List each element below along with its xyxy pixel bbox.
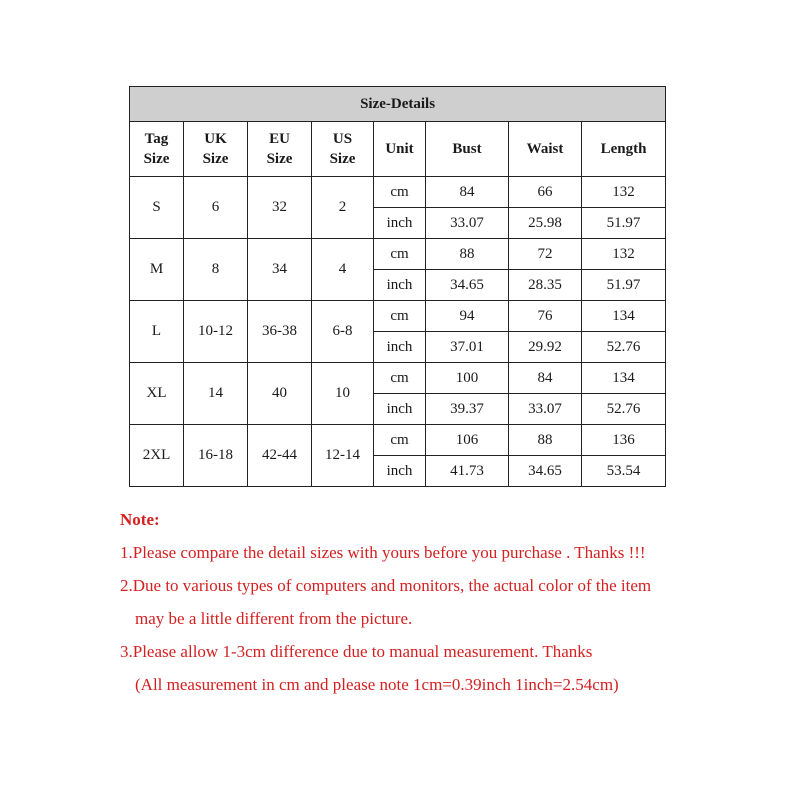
cell-inch-waist: 34.65 <box>509 456 582 487</box>
cell-inch-waist: 25.98 <box>509 208 582 239</box>
cell-inch-bust: 37.01 <box>426 332 509 363</box>
header-text: Waist <box>526 141 564 157</box>
cell-inch-length: 51.97 <box>582 208 666 239</box>
cell-uk: 10-12 <box>184 301 248 363</box>
cell-cm-length: 132 <box>582 177 666 208</box>
cell-cm-bust: 100 <box>426 363 509 394</box>
cell-cm-length: 132 <box>582 239 666 270</box>
cell-uk: 8 <box>184 239 248 301</box>
cell-cm-length: 136 <box>582 425 666 456</box>
header-text: Size <box>266 151 293 167</box>
cell-inch-bust: 39.37 <box>426 394 509 425</box>
cell-eu: 36-38 <box>248 301 312 363</box>
cell-cm-unit: cm <box>374 425 426 456</box>
cell-us: 12-14 <box>312 425 374 487</box>
cell-cm-waist: 66 <box>509 177 582 208</box>
cell-inch-waist: 33.07 <box>509 394 582 425</box>
header-length <box>582 122 666 177</box>
cell-inch-unit: inch <box>374 456 426 487</box>
cell-cm-unit: cm <box>374 239 426 270</box>
cell-cm-waist: 84 <box>509 363 582 394</box>
table-row <box>130 301 666 332</box>
table-row <box>130 363 666 394</box>
cell-inch-waist: 28.35 <box>509 270 582 301</box>
cell-eu: 34 <box>248 239 312 301</box>
header-row <box>130 122 666 177</box>
cell-eu: 42-44 <box>248 425 312 487</box>
header-text: Tag <box>144 131 169 147</box>
cell-eu: 40 <box>248 363 312 425</box>
cell-us: 10 <box>312 363 374 425</box>
header-text: Unit <box>385 141 414 157</box>
cell-tag: L <box>130 301 184 363</box>
header-text: Size <box>329 151 356 167</box>
note-title: Note: <box>120 510 160 529</box>
note-line-2: 2.Due to various types of computers and monitors, the actual color of the item <box>120 576 652 595</box>
header-eu-size <box>248 122 312 177</box>
note-line-3-continued: (All measurement in cm and please note 1cm=0.39inch 1inch=2.54cm) <box>135 675 619 694</box>
cell-cm-length: 134 <box>582 363 666 394</box>
cell-cm-waist: 88 <box>509 425 582 456</box>
header-uk-size <box>184 122 248 177</box>
cell-uk: 16-18 <box>184 425 248 487</box>
cell-cm-unit: cm <box>374 177 426 208</box>
table-row <box>130 239 666 270</box>
cell-inch-length: 51.97 <box>582 270 666 301</box>
header-text: Bust <box>452 141 482 157</box>
cell-inch-unit: inch <box>374 394 426 425</box>
cell-eu: 32 <box>248 177 312 239</box>
header-bust <box>426 122 509 177</box>
cell-inch-bust: 41.73 <box>426 456 509 487</box>
header-text: Size <box>202 151 229 167</box>
header-text: US <box>332 131 353 147</box>
note-line-1: 1.Please compare the detail sizes with yours before you purchase . Thanks !!! <box>120 543 646 562</box>
cell-inch-length: 52.76 <box>582 332 666 363</box>
header-waist <box>509 122 582 177</box>
header-us-size <box>312 122 374 177</box>
cell-cm-bust: 84 <box>426 177 509 208</box>
header-text: UK <box>204 131 227 147</box>
cell-inch-unit: inch <box>374 332 426 363</box>
cell-inch-unit: inch <box>374 270 426 301</box>
cell-inch-bust: 34.65 <box>426 270 509 301</box>
cell-inch-unit: inch <box>374 208 426 239</box>
size-details-table <box>129 86 666 487</box>
table-title: Size-Details <box>130 87 666 122</box>
notes-section <box>120 503 770 701</box>
table-row <box>130 177 666 208</box>
cell-cm-length: 134 <box>582 301 666 332</box>
cell-cm-bust: 106 <box>426 425 509 456</box>
header-unit <box>374 122 426 177</box>
header-text: Size <box>143 151 170 167</box>
cell-us: 2 <box>312 177 374 239</box>
header-tag-size <box>130 122 184 177</box>
cell-inch-waist: 29.92 <box>509 332 582 363</box>
header-text: EU <box>269 131 290 147</box>
cell-inch-length: 52.76 <box>582 394 666 425</box>
cell-us: 6-8 <box>312 301 374 363</box>
cell-cm-waist: 72 <box>509 239 582 270</box>
cell-cm-unit: cm <box>374 363 426 394</box>
note-line-2-continued: may be a little different from the picture. <box>135 609 413 628</box>
table-row <box>130 425 666 456</box>
header-text: Length <box>600 141 647 157</box>
note-line-3: 3.Please allow 1-3cm difference due to manual measurement. Thanks <box>120 642 593 661</box>
cell-cm-waist: 76 <box>509 301 582 332</box>
cell-inch-bust: 33.07 <box>426 208 509 239</box>
cell-uk: 14 <box>184 363 248 425</box>
cell-tag: 2XL <box>130 425 184 487</box>
cell-tag: XL <box>130 363 184 425</box>
cell-us: 4 <box>312 239 374 301</box>
cell-cm-bust: 88 <box>426 239 509 270</box>
cell-tag: S <box>130 177 184 239</box>
cell-cm-bust: 94 <box>426 301 509 332</box>
cell-inch-length: 53.54 <box>582 456 666 487</box>
table-body <box>130 177 666 487</box>
cell-tag: M <box>130 239 184 301</box>
cell-cm-unit: cm <box>374 301 426 332</box>
cell-uk: 6 <box>184 177 248 239</box>
